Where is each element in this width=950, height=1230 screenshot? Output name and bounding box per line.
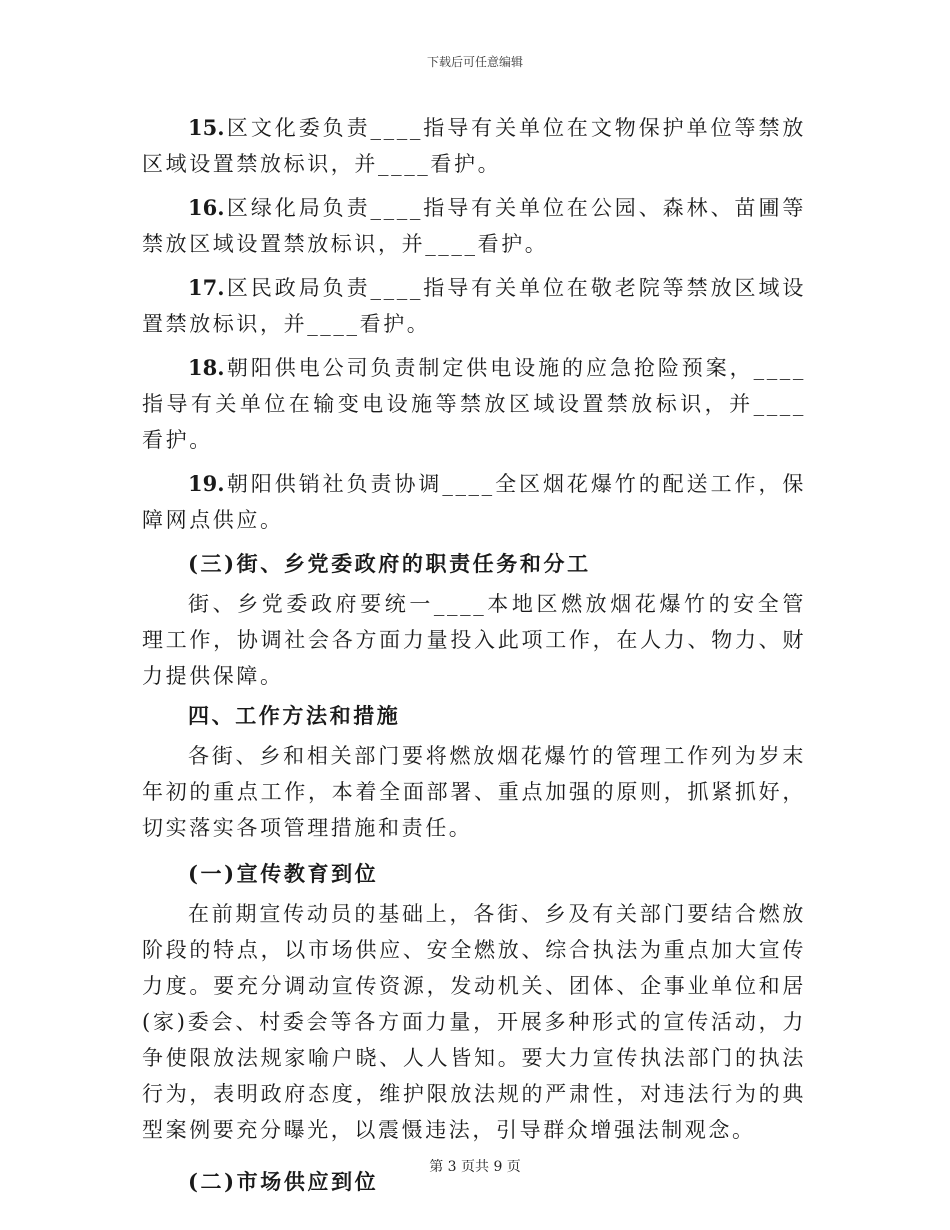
list-item <box>142 190 806 262</box>
item-text: 区民政局负责____指导有关单位在敬老院等禁放区域设置禁放标识，并____看护。 <box>142 276 806 336</box>
section-paragraph: 街、乡党委政府要统一____本地区燃放烟花爆竹的安全管理工作，协调社会各方面力量投入此项工作，在人力、物力、财力提供保障。 <box>142 592 806 688</box>
section-heading: (三)街、乡党委政府的职责任务和分工 <box>188 551 591 576</box>
item-text: 区绿化局负责____指导有关单位在公园、森林、苗圃等禁放区域设置禁放标识，并____看护。 <box>142 196 806 256</box>
list-item <box>142 110 806 182</box>
list-item <box>142 350 806 458</box>
subsection-paragraph: 在前期宣传动员的基础上，各街、乡及有关部门要结合燃放阶段的特点，以市场供应、安全燃放、综合执法为重点加大宣传力度。要充分调动宣传资源，发动机关、团体、企事业单位和居(家)委会、村委会等各方面力量，开展多种形式的宣传活动，力争使限放法规家喻户晓、人人皆知。要大力宣传执法部门的执法行为，表明政府态度，维护限放法规的严肃性，对违法行为的典型案例要充分曝光，以震慑违法，引导群众增强法制观念。 <box>142 902 806 1142</box>
item-number: 15. <box>188 115 225 140</box>
item-number: 19. <box>188 471 225 496</box>
item-number: 18. <box>188 355 225 380</box>
page-footer: 第 3 页共 9 页 <box>429 1159 521 1175</box>
subsection-heading: (二)市场供应到位 <box>188 1169 379 1194</box>
page-header: 下载后可任意编辑 <box>426 55 523 69</box>
list-item <box>142 270 806 342</box>
item-text: 朝阳供电公司负责制定供电设施的应急抢险预案，____指导有关单位在输变电设施等禁放区域设置禁放标识，并____看护。 <box>142 356 806 452</box>
subsection-heading: (一)宣传教育到位 <box>188 861 379 886</box>
item-text: 区文化委负责____指导有关单位在文物保护单位等禁放区域设置禁放标识，并____看护。 <box>142 116 806 176</box>
part-heading: 四、工作方法和措施 <box>188 703 401 728</box>
part-paragraph: 各街、乡和相关部门要将燃放烟花爆竹的管理工作列为岁末年初的重点工作，本着全面部署、重点加强的原则，抓紧抓好，切实落实各项管理措施和责任。 <box>142 744 806 840</box>
item-number: 17. <box>188 275 225 300</box>
document-body <box>142 110 806 1200</box>
list-item <box>142 466 806 538</box>
item-number: 16. <box>188 195 225 220</box>
item-text: 朝阳供销社负责协调____全区烟花爆竹的配送工作，保障网点供应。 <box>142 472 806 532</box>
